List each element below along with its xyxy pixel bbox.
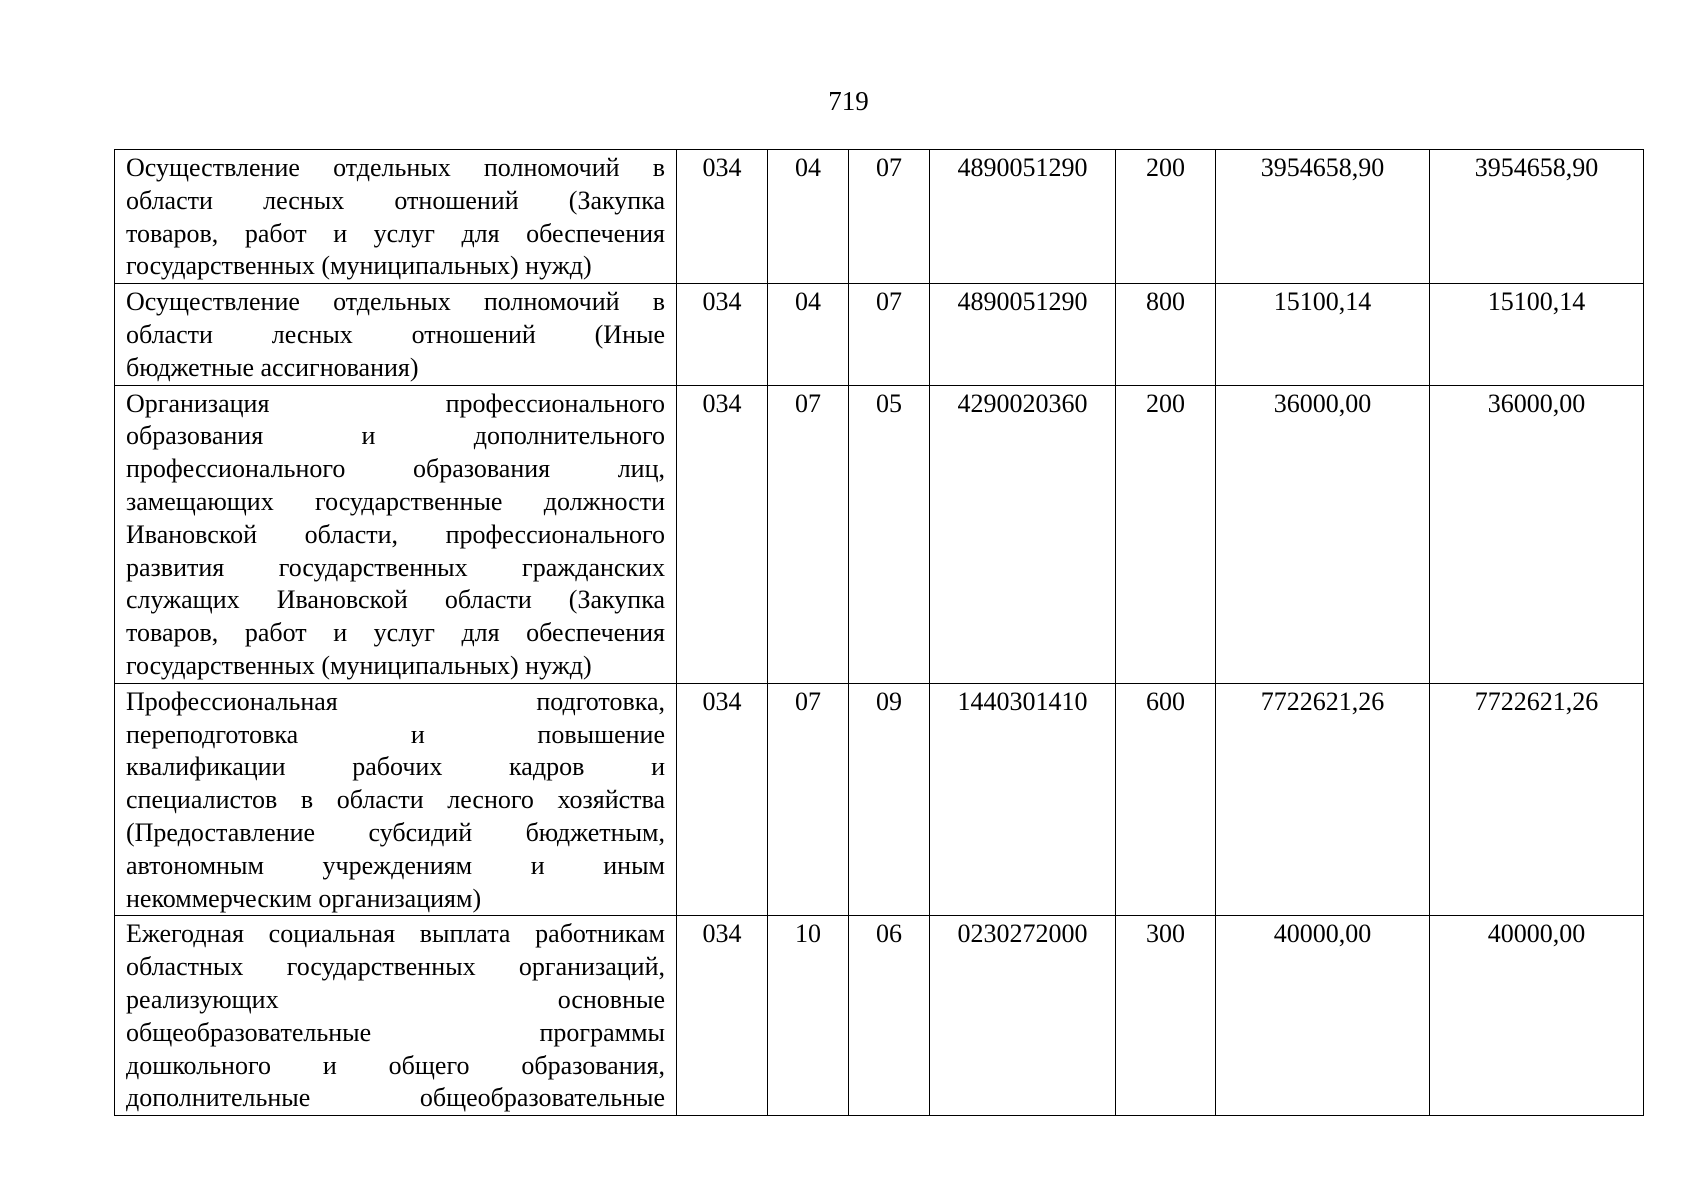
amount-1-cell: 3954658,90	[1216, 150, 1430, 284]
description-cell	[115, 385, 677, 683]
description-cell	[115, 284, 677, 385]
code-csr-cell: 0230272000	[930, 916, 1116, 1116]
code-vr-cell: 600	[1116, 683, 1216, 916]
description-line: автономным учреждениям и иным	[126, 850, 665, 880]
budget-table	[114, 149, 1644, 1116]
description-line: некоммерческим организациям)	[126, 883, 482, 913]
description-line: области лесных отношений (Иные	[126, 319, 665, 349]
amount-2-cell: 36000,00	[1430, 385, 1644, 683]
page-number: 719	[828, 86, 869, 116]
description-line: дошкольного и общего образования,	[126, 1050, 665, 1080]
code-gr-cell: 034	[677, 284, 768, 385]
table-row	[115, 150, 1644, 284]
description-line: замещающих государственные должности	[126, 486, 665, 516]
description-line: общеобразовательные программы	[126, 1017, 665, 1047]
description-line: квалификации рабочих кадров и	[126, 752, 665, 782]
code-pr-cell: 06	[849, 916, 930, 1116]
code-rz-cell: 04	[768, 284, 849, 385]
description-cell	[115, 683, 677, 916]
code-csr-cell: 4890051290	[930, 284, 1116, 385]
description-line: служащих Ивановской области (Закупка	[126, 585, 665, 615]
description-line: развития государственных гражданских	[126, 552, 665, 582]
code-gr-cell: 034	[677, 683, 768, 916]
description-line: Организация профессионального	[126, 388, 665, 418]
description-line: реализующих основные	[126, 984, 665, 1014]
amount-1-cell: 40000,00	[1216, 916, 1430, 1116]
description-line: переподготовка и повышение	[126, 719, 665, 749]
code-pr-cell: 07	[849, 150, 930, 284]
amount-2-cell: 7722621,26	[1430, 683, 1644, 916]
description-line: профессионального образования лиц,	[126, 454, 665, 484]
description-line: товаров, работ и услуг для обеспечения	[126, 218, 665, 248]
amount-1-cell: 15100,14	[1216, 284, 1430, 385]
amount-1-cell: 7722621,26	[1216, 683, 1430, 916]
description-line: областных государственных организаций,	[126, 952, 665, 982]
description-line: Осуществление отдельных полномочий в	[126, 153, 665, 182]
code-vr-cell: 200	[1116, 150, 1216, 284]
code-vr-cell: 200	[1116, 385, 1216, 683]
description-line: специалистов в области лесного хозяйства	[126, 785, 665, 815]
amount-1-cell: 36000,00	[1216, 385, 1430, 683]
description-line: Ежегодная социальная выплата работникам	[126, 919, 665, 949]
code-rz-cell: 07	[768, 683, 849, 916]
description-line: области лесных отношений (Закупка	[126, 185, 665, 215]
code-pr-cell: 05	[849, 385, 930, 683]
code-gr-cell: 034	[677, 385, 768, 683]
description-cell	[115, 916, 677, 1116]
code-pr-cell: 09	[849, 683, 930, 916]
amount-2-cell: 40000,00	[1430, 916, 1644, 1116]
description-line: образования и дополнительного	[126, 421, 665, 451]
code-vr-cell: 800	[1116, 284, 1216, 385]
description-line: Профессиональная подготовка,	[126, 686, 665, 716]
table-row	[115, 916, 1644, 1116]
description-line: товаров, работ и услуг для обеспечения	[126, 618, 665, 648]
description-line: Осуществление отдельных полномочий в	[126, 287, 665, 317]
description-cell	[115, 150, 677, 284]
description-line: государственных (муниципальных) нужд)	[126, 251, 592, 281]
code-gr-cell: 034	[677, 916, 768, 1116]
description-line: (Предоставление субсидий бюджетным,	[126, 817, 665, 847]
budget-table-body	[115, 150, 1644, 1116]
amount-2-cell: 15100,14	[1430, 284, 1644, 385]
table-row	[115, 385, 1644, 683]
table-row	[115, 683, 1644, 916]
code-rz-cell: 07	[768, 385, 849, 683]
description-line: дополнительные общеобразовательные	[126, 1083, 665, 1113]
description-line: бюджетные ассигнования)	[126, 352, 419, 382]
description-line: Ивановской области, профессионального	[126, 519, 665, 549]
code-csr-cell: 4890051290	[930, 150, 1116, 284]
code-csr-cell: 4290020360	[930, 385, 1116, 683]
code-rz-cell: 10	[768, 916, 849, 1116]
code-rz-cell: 04	[768, 150, 849, 284]
amount-2-cell: 3954658,90	[1430, 150, 1644, 284]
description-line: государственных (муниципальных) нужд)	[126, 650, 592, 680]
code-vr-cell: 300	[1116, 916, 1216, 1116]
code-pr-cell: 07	[849, 284, 930, 385]
code-csr-cell: 1440301410	[930, 683, 1116, 916]
table-row	[115, 284, 1644, 385]
code-gr-cell: 034	[677, 150, 768, 284]
